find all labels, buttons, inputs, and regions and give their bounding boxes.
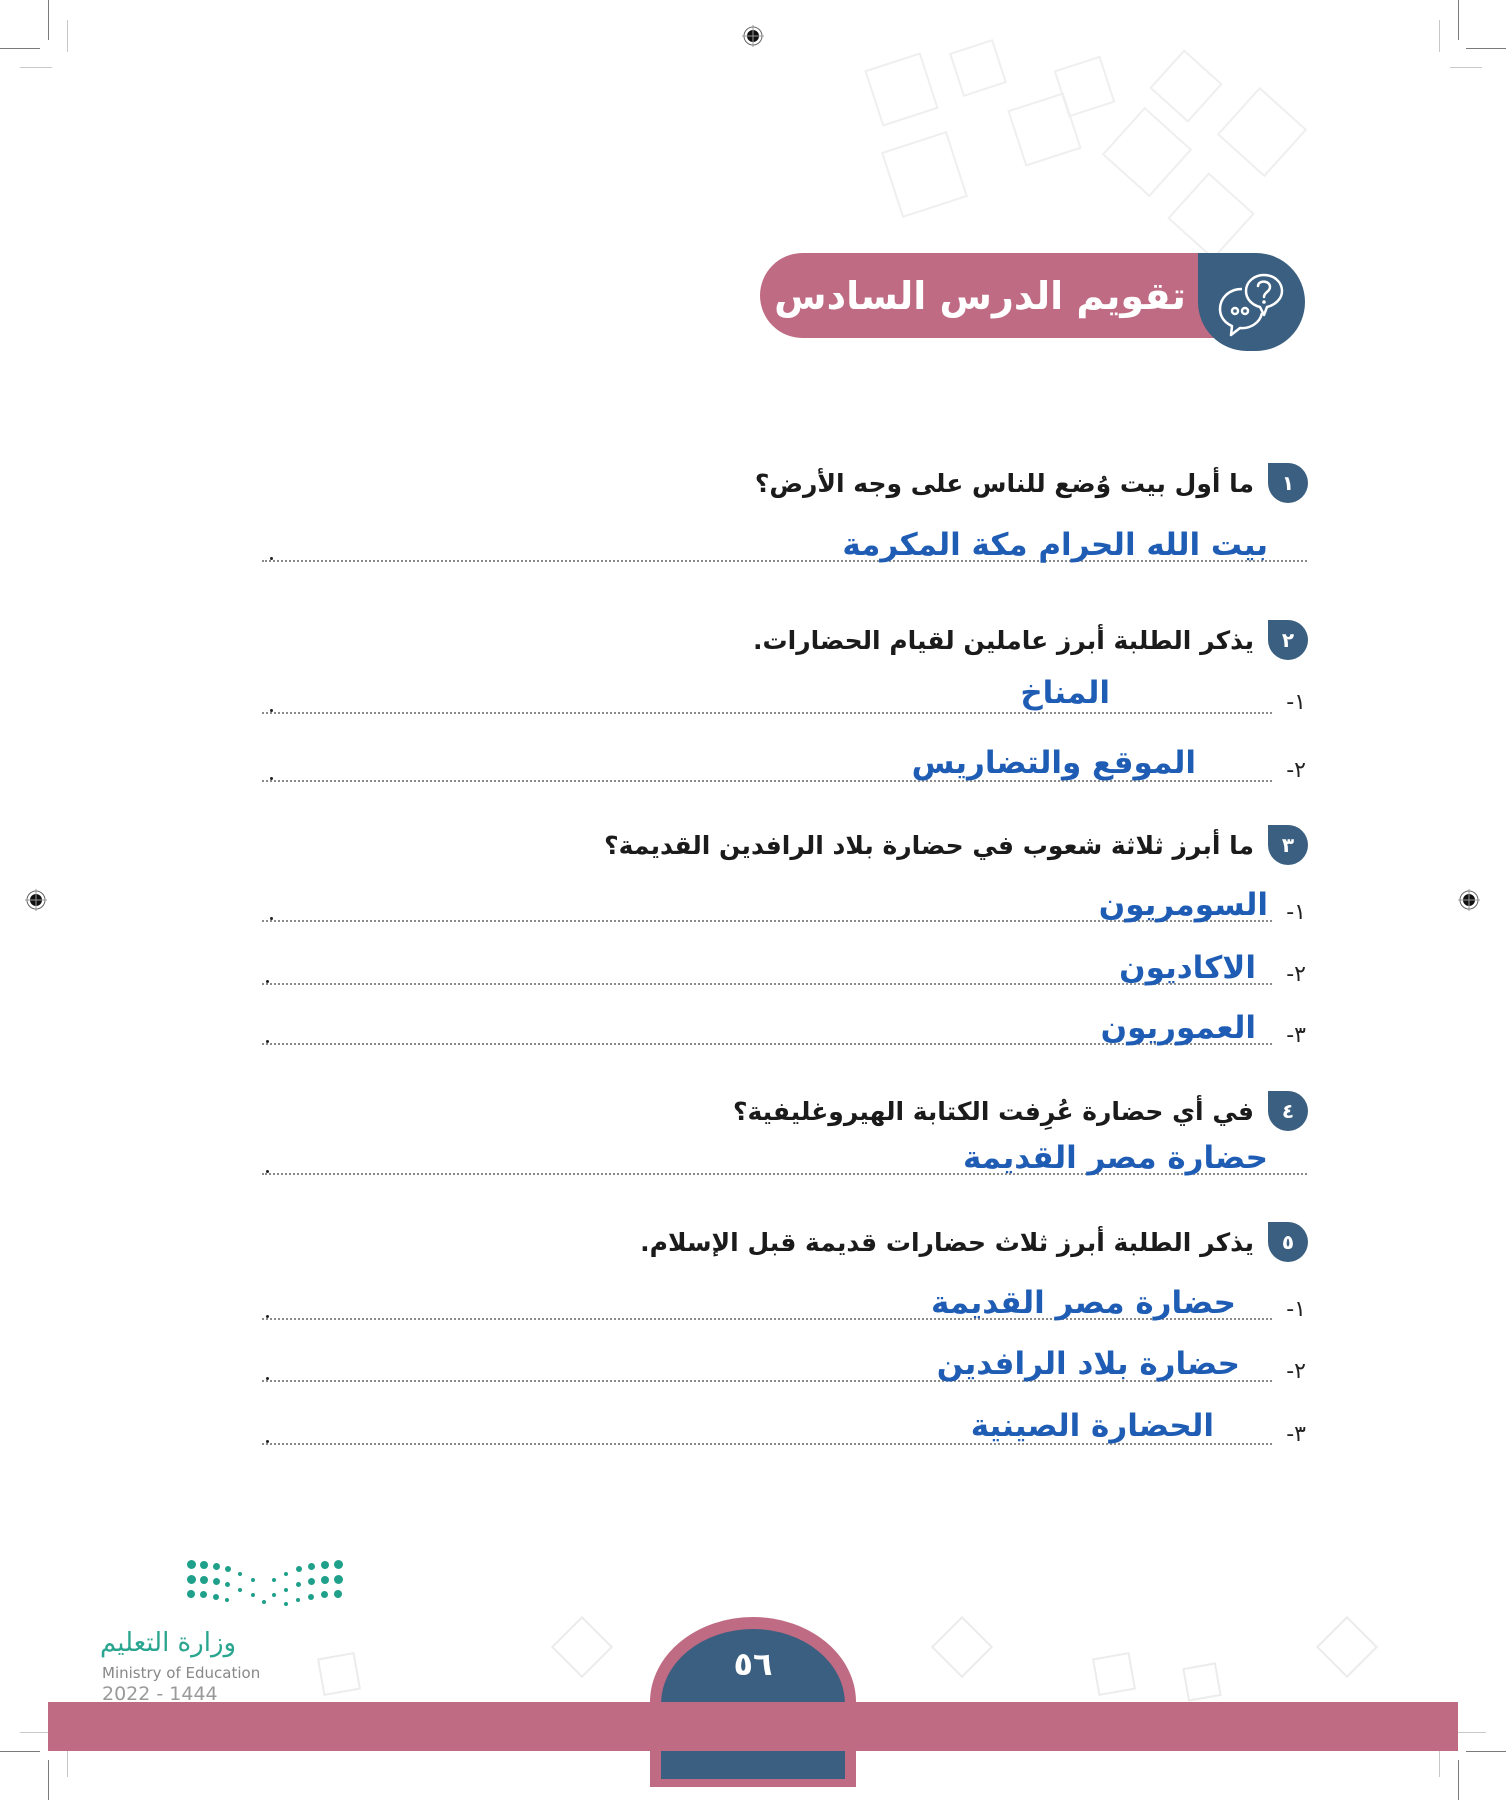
answer-number: ٢- [1286,758,1306,783]
question-3 [604,825,1308,865]
ministry-name-arabic: وزارة التعليم [100,1628,237,1658]
answer-text: السومريون [1098,887,1268,923]
answer-line-end [266,1315,269,1318]
question-text: يذكر الطلبة أبرز عاملين لقيام الحضارات. [753,625,1254,655]
registration-mark-icon [25,889,47,911]
answer-text: الاكاديون [1119,950,1256,986]
crop-mark [1454,1732,1486,1733]
question-5 [640,1222,1308,1262]
crop-mark [1466,48,1506,49]
answer-line-end [266,1440,269,1443]
question-number-badge: ٢ [1268,620,1308,660]
crop-mark [48,0,49,40]
answer-text: حضارة مصر القديمة [931,1285,1236,1321]
crop-mark [1450,67,1482,68]
question-number-badge: ٣ [1268,825,1308,865]
answer-line-end [266,1170,269,1173]
decorative-square [949,39,1007,97]
crop-mark [1439,20,1440,52]
registration-mark-icon [1458,889,1480,911]
answer-line-end [270,557,273,560]
crop-mark [1458,0,1459,40]
ministry-name-english: Ministry of Education [102,1664,261,1682]
answer-number: ٣- [1286,1023,1306,1048]
header-icon-badge [1198,253,1305,351]
crop-mark [20,67,52,68]
question-4 [733,1091,1308,1131]
answer-text: المناخ [1020,675,1110,711]
question-number-badge: ١ [1268,463,1308,503]
answer-text: الموقع والتضاريس [911,745,1196,781]
decorative-square [317,1652,361,1696]
answer-number: ٣- [1286,1422,1306,1447]
decorative-square [1167,172,1255,260]
answer-line-end [270,709,273,712]
decorative-square [1092,1652,1136,1696]
question-number-badge: ٤ [1268,1091,1308,1131]
footer-bar [48,1702,1458,1751]
question-2 [753,620,1308,660]
decorative-square [1102,107,1192,197]
crop-mark [67,20,68,52]
decorative-square [1149,49,1222,122]
answer-number: ٢- [1286,1359,1306,1384]
decorative-square [881,131,968,218]
answer-line-end [266,1377,269,1380]
question-text: ما أول بيت وُضع للناس على وجه الأرض؟ [754,468,1254,498]
answer-text: حضارة بلاد الرافدين [936,1346,1240,1382]
answer-number: ١- [1286,900,1306,925]
edition-year: 2022 - 1444 [102,1683,218,1705]
answer-line [262,712,1272,714]
page-number: ٥٦ [733,1645,773,1683]
question-text: في أي حضارة عُرِفت الكتابة الهيروغليفية؟ [732,1096,1254,1126]
answer-line-end [266,1040,269,1043]
decorative-square [1316,1616,1378,1678]
section-title: تقويم الدرس السادس [774,273,1186,318]
answer-line-end [270,917,273,920]
answer-text: حضارة مصر القديمة [963,1140,1268,1176]
question-text: يذكر الطلبة أبرز ثلاث حضارات قديمة قبل الإسلام. [640,1227,1254,1257]
crop-mark [0,48,40,49]
answer-text: الحضارة الصينية [970,1408,1214,1444]
answer-number: ١- [1286,690,1306,715]
answer-line-end [266,980,269,983]
crop-mark [0,1751,40,1752]
decorative-square [1182,1662,1221,1701]
answer-text: العموريون [1100,1010,1256,1046]
crop-mark [48,1760,49,1800]
answer-line-end [270,777,273,780]
decorative-square [551,1616,613,1678]
question-number-badge: ٥ [1268,1222,1308,1262]
answer-number: ٢- [1286,962,1306,987]
question-text: ما أبرز ثلاثة شعوب في حضارة بلاد الرافدين القديمة؟ [604,830,1254,860]
question-1 [755,463,1308,503]
registration-mark-icon [742,25,764,47]
crop-mark [1458,1760,1459,1800]
chat-question-icon [1198,253,1305,351]
decorative-square [1217,87,1307,177]
answer-text: بيت الله الحرام مكة المكرمة [842,527,1268,563]
crop-mark [1466,1751,1506,1752]
decorative-square [931,1616,993,1678]
decorative-square [864,52,938,126]
answer-number: ١- [1286,1297,1306,1322]
